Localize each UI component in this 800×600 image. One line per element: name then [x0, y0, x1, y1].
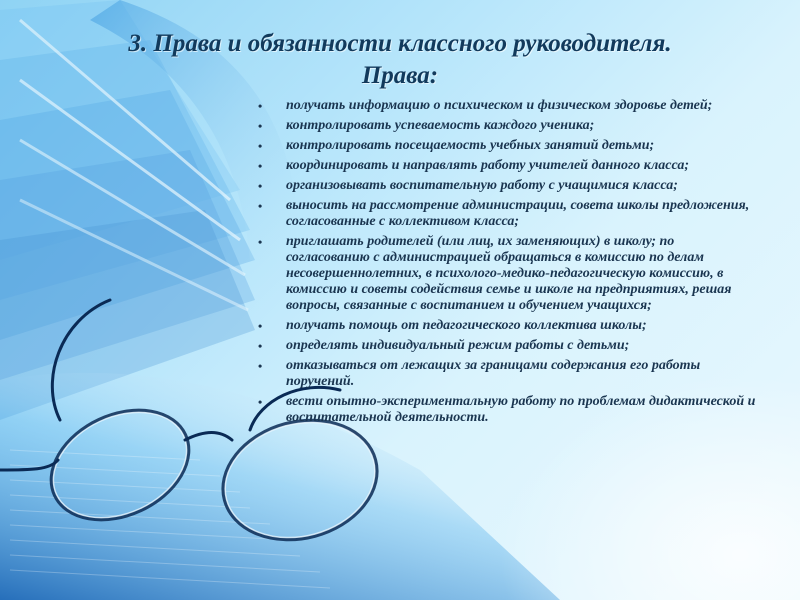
list-item — [258, 118, 758, 134]
bullet: • — [258, 119, 263, 133]
list-item — [258, 318, 758, 334]
list-item — [258, 338, 758, 354]
list-item-text: выносить на рассмотрение администрации, совета школы предложения, согласованные с коллективом класса; — [286, 198, 750, 229]
list-item-text: получать помощь от педагогического коллектива школы; — [286, 318, 647, 333]
bullet: • — [258, 159, 263, 173]
bullet: • — [258, 359, 263, 373]
list-item-text: получать информацию о психическом и физическом здоровье детей; — [286, 98, 713, 113]
bullet: • — [258, 179, 263, 193]
list-item — [258, 98, 758, 114]
list-item — [258, 394, 758, 426]
bullet: • — [258, 99, 263, 113]
bullet: • — [258, 235, 263, 249]
list-item — [258, 358, 758, 390]
list-item-text: координировать и направлять работу учителей данного класса; — [286, 158, 690, 173]
slide-title: 3. Права и обязанности классного руководителя. — [128, 30, 672, 57]
list-item-text: контролировать посещаемость учебных занятий детьми; — [286, 138, 655, 153]
list-item — [258, 178, 758, 194]
list-item-text: контролировать успеваемость каждого ученика; — [286, 118, 595, 133]
list-item-text: организовывать воспитательную работу с учащимися класса; — [286, 178, 678, 193]
bullet: • — [258, 395, 263, 409]
list-item-text: вести опытно-экспериментальную работу по проблемам дидактической и воспитательной деятельности. — [286, 394, 756, 425]
list-item — [258, 158, 758, 174]
list-item — [258, 198, 758, 230]
list-item — [258, 138, 758, 154]
list-item-text: приглашать родителей (или лиц, их заменяющих) в школу; по согласованию с администрацией обращаться в комиссию по делам несовершеннолетних, в психолого-медико-педагогическую комиссию, в комиссию и советы содействия семье и школе на предприятиях, решая вопросы, связанные с воспитанием и обучением учащихся; — [286, 234, 732, 313]
bullet: • — [258, 319, 263, 333]
bullet: • — [258, 199, 263, 213]
list-item — [258, 234, 758, 314]
bullet: • — [258, 139, 263, 153]
list-item-text: определять индивидуальный режим работы с детьми; — [286, 338, 630, 353]
slide-subtitle: Права: — [361, 62, 439, 89]
rights-list — [258, 98, 758, 430]
list-item-text: отказываться от лежащих за границами содержания его работы поручений. — [286, 358, 701, 389]
bullet: • — [258, 339, 263, 353]
